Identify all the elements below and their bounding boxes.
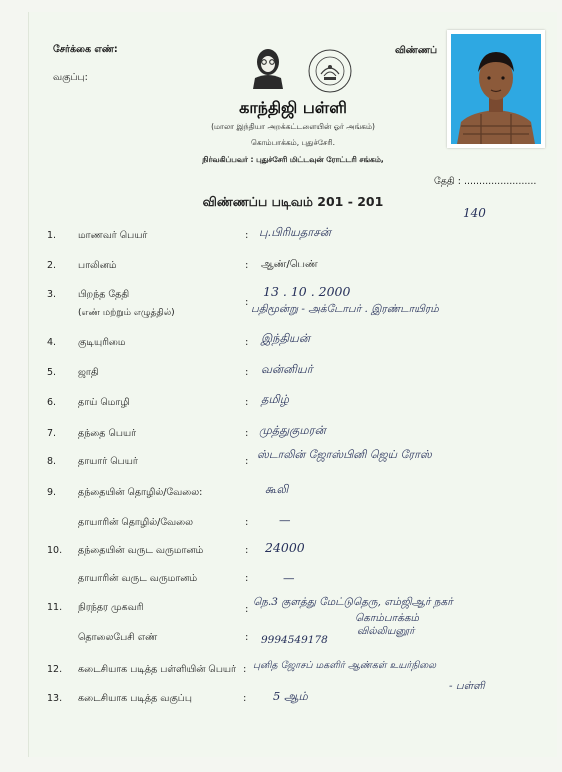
row-number: 4. [47, 337, 57, 348]
address-line-1: நெ.3 குளத்து மேட்டுதெரு, எம்ஜிஆர் நகர் [253, 596, 453, 608]
dob-digits-value: 13 . 10 . 2000 [263, 284, 351, 299]
dob-label: பிறந்த தேதி [78, 289, 130, 300]
row-number: 2. [47, 260, 57, 271]
colon: : [245, 230, 249, 241]
father-income-label: தந்தையின் வருட வருமானம் [78, 545, 204, 556]
mother-occupation-label: தாயாரின் தொழில்/வேலை [78, 517, 194, 528]
application-form [28, 12, 557, 757]
student-name-value: பு.பிரியதாசன் [259, 225, 331, 239]
student-photo [447, 30, 545, 148]
student-name-label: மாணவர் பெயர் [78, 230, 148, 241]
school-address: கொம்பாக்கம், புதுச்சேரி. [251, 138, 335, 147]
last-school-value-cont: - பள்ளி [449, 680, 485, 692]
mother-occupation-value: — [279, 513, 291, 527]
form-number: 140 [463, 206, 486, 220]
nationality-label: குடியுரிமை [78, 337, 126, 348]
row-number: 6. [47, 397, 57, 408]
mother-name-label: தாயார் பெயர் [78, 456, 138, 467]
dob-words-value: பதிமூன்று - அக்டோபர் . இரண்டாயிரம் [251, 303, 439, 315]
gender-label: பாலினம் [78, 260, 117, 271]
school-name: காந்திஜி பள்ளி [239, 98, 347, 117]
row-number: 13. [47, 693, 63, 704]
caste-label: ஜாதி [78, 367, 99, 378]
last-school-value: புனித ஜோசப் மகளிர் ஆண்கள் உயர்நிலை [253, 660, 437, 671]
row-number: 1. [47, 230, 57, 241]
colon: : [245, 632, 249, 643]
father-occupation-label: தந்தையின் தொழில்/வேலை: [78, 487, 203, 498]
gandhi-logo-icon [247, 46, 289, 90]
colon: : [245, 367, 249, 378]
father-occupation-value: கூலி [265, 482, 289, 496]
mother-income-value: — [283, 571, 295, 585]
caste-value: வன்னியர் [261, 362, 313, 376]
gender-value: ஆண்/பெண் [261, 259, 318, 270]
phone-value: 9994549178 [261, 634, 328, 646]
row-number: 7. [47, 428, 57, 439]
dob-sublabel: (எண் மற்றும் எழுத்தில்) [78, 308, 175, 318]
father-name-label: தந்தை பெயர் [78, 428, 137, 439]
mother-name-value: ஸ்டாலின் ஜோஸ்பினி ஜெய் ரோஸ் [257, 448, 432, 461]
last-class-label: கடைசியாக படித்த வகுப்பு [78, 693, 192, 704]
colon: : [243, 693, 247, 704]
colon: : [245, 573, 249, 584]
colon: : [243, 664, 247, 675]
permanent-address-label: நிரந்தர முகவரி [78, 602, 144, 613]
row-number: 9. [47, 487, 57, 498]
father-income-value: 24000 [265, 540, 305, 555]
school-seal-icon [307, 48, 353, 94]
admission-number-label: சேர்க்கை எண்: [53, 44, 118, 55]
phone-label: தொலைபேசி எண் [78, 632, 158, 643]
colon: : [245, 428, 249, 439]
colon: : [245, 397, 249, 408]
mother-tongue-value: தமிழ் [261, 392, 290, 406]
application-label: விண்ணப் [395, 45, 438, 56]
colon: : [245, 337, 249, 348]
row-number: 10. [47, 545, 63, 556]
row-number: 5. [47, 367, 57, 378]
colon: : [245, 456, 249, 467]
nationality-value: இந்தியன் [261, 331, 310, 345]
class-label: வகுப்பு: [53, 72, 88, 83]
affiliation-text: (மாலா இந்தியா அறக்கட்டளையின் ஓர் அங்கம்) [211, 122, 375, 131]
date-field: தேதி : ........................ [434, 176, 537, 187]
colon: : [245, 297, 249, 308]
row-number: 11. [47, 602, 63, 613]
colon: : [245, 545, 249, 556]
last-class-value: 5 ஆம் [273, 689, 308, 703]
row-number: 3. [47, 289, 57, 300]
mother-tongue-label: தாய் மொழி [78, 397, 130, 408]
father-name-value: முத்துகுமரன் [259, 423, 326, 437]
colon: : [245, 260, 249, 271]
mother-income-label: தாயாரின் வருட வருமானம் [78, 573, 198, 584]
row-number: 8. [47, 456, 57, 467]
row-number: 12. [47, 664, 63, 675]
administrator-text: நிர்வகிப்பவர் : புதுச்சேரி மிட்டவுன் ரோட்டரி சங்கம், [202, 155, 384, 164]
colon: : [245, 604, 249, 615]
last-school-label: கடைசியாக படித்த பள்ளியின் பெயர் [78, 664, 236, 675]
colon: : [245, 517, 249, 528]
form-title: விண்ணப்ப படிவம் 201 - 201 [202, 194, 384, 209]
address-line-2: கொம்பாக்கம் [355, 612, 420, 624]
address-line-3: வில்லியனூர் [357, 626, 415, 637]
